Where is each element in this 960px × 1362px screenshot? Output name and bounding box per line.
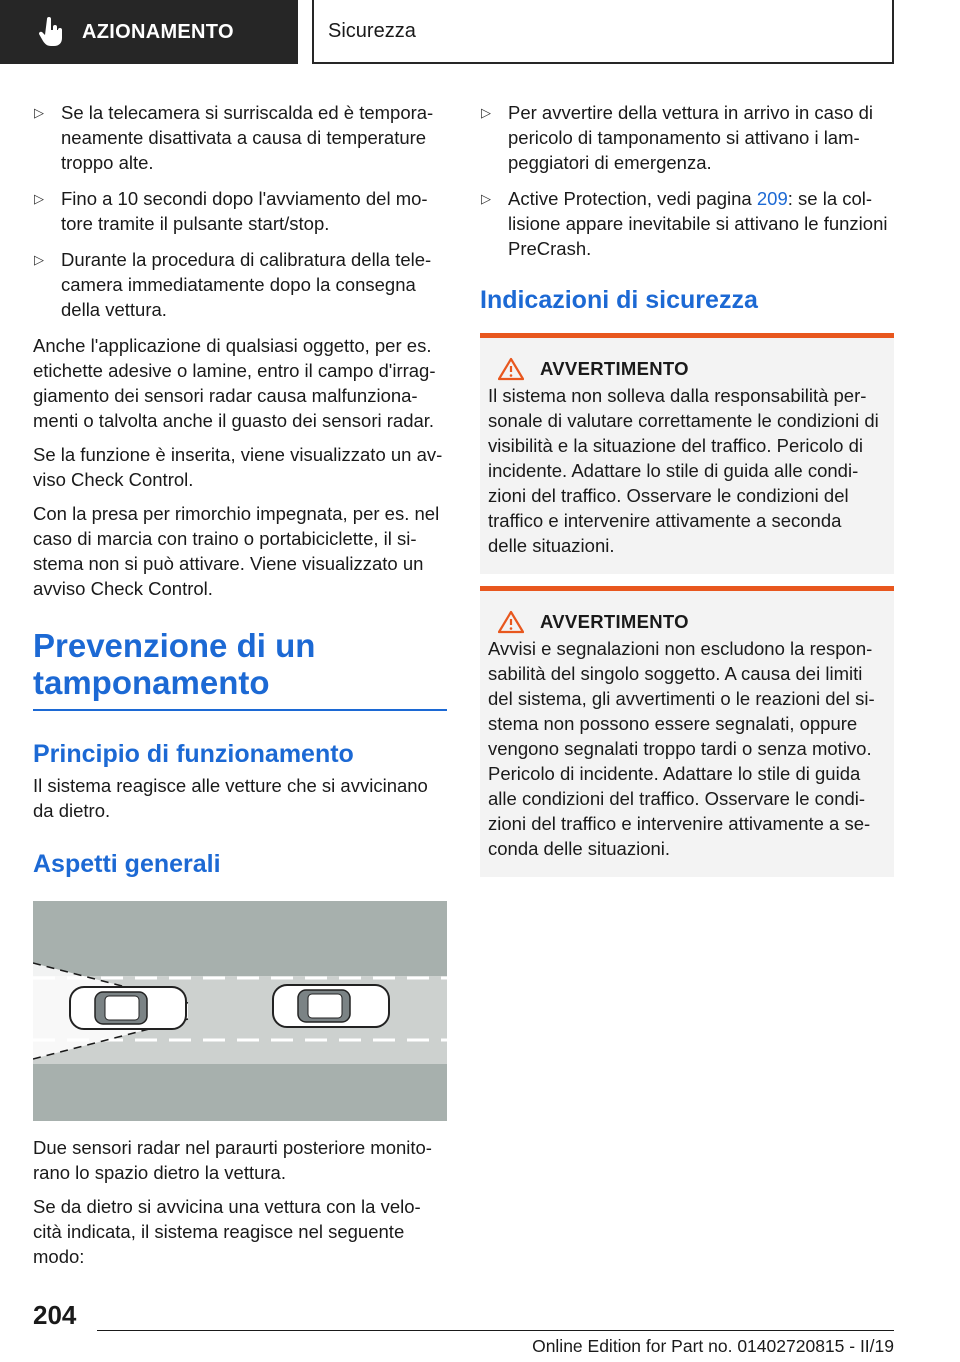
subsection-title-principio: Principio di funzionamento xyxy=(33,740,354,768)
subsection-title-indicazioni: Indicazioni di sicurezza xyxy=(480,286,758,314)
left-column xyxy=(33,100,447,1278)
warning-triangle-icon xyxy=(498,610,524,634)
paragraph: Due sensori radar nel paraurti posteriore monito‐ rano lo spazio dietro la vettura. xyxy=(33,1137,432,1183)
radar-coverage-illustration xyxy=(33,901,447,1121)
page-reference-link[interactable]: 209 xyxy=(756,188,788,209)
subsection-title-aspetti: Aspetti generali xyxy=(33,850,221,878)
page-number: 204 xyxy=(33,1300,77,1330)
paragraph: Se da dietro si avvicina una vettura con la velo‐ cità indicata, il sistema reagisce nel seguente modo: xyxy=(33,1196,421,1267)
chapter-tab xyxy=(312,0,894,64)
list-item xyxy=(33,100,447,175)
triangle-bullet-icon: ▷ xyxy=(481,191,491,206)
bullet-text-start: Active Protection, vedi pagina xyxy=(508,188,757,209)
bullet-text: Fino a 10 secondi dopo l'avviamento del mo‐ tore tramite il pulsante start/stop. xyxy=(61,188,428,234)
paragraph: Se la funzione è inserita, viene visualizzato un av‐ viso Check Control. xyxy=(33,444,443,490)
bullet-text: Durante la procedura di calibratura della tele‐ camera immediatamente dopo la consegna della vettura. xyxy=(61,249,432,320)
edition-text: Online Edition for Part no. 01402720815 - II/19 xyxy=(532,1336,894,1356)
warning-title: AVVERTIMENTO xyxy=(540,611,689,632)
section-label: AZIONAMENTO xyxy=(82,20,234,43)
warning-header xyxy=(488,356,884,381)
pointing-hand-icon xyxy=(38,17,64,47)
bullet-text: Per avvertire della vettura in arrivo in caso di pericolo di tamponamento si attivano i lam‐ peggiatori di emergenza. xyxy=(508,102,874,173)
bullet-text-end: : se la col‐ lisione appare inevitabile si attivano le funzioni PreCrash. xyxy=(508,188,888,259)
chapter-label: Sicurezza xyxy=(328,19,416,42)
bullet-text: Se la telecamera si surriscalda ed è tempora‐ neamente disattivata a causa di temperature troppo alte. xyxy=(61,102,434,173)
warning-triangle-icon xyxy=(498,357,524,381)
warning-text: Il sistema non solleva dalla responsabilità per‐ sonale di valutare correttamente le condizioni di visibilità e la situazione del traffico. Pericolo di incidente. Adattare lo stile di guida alle condi‐ zioni del traffico. Osservare le condizioni del traffico e intervenire attivamente a seconda delle situazioni. xyxy=(488,385,879,556)
paragraph: Anche l'applicazione di qualsiasi oggetto, per es. etichette adesive o lamine, entro il campo d'irrag‐ giamento dei sensori radar causa malfunziona‐ menti o talvolta anche il guasto dei sensori radar. xyxy=(33,335,436,431)
warning-title: AVVERTIMENTO xyxy=(540,358,689,379)
paragraph: Con la presa per rimorchio impegnata, per es. nel caso di marcia con traino o portabiciclette, il si‐ stema non si può attivare. Viene visualizzato un avviso Check Control. xyxy=(33,503,440,599)
triangle-bullet-icon: ▷ xyxy=(34,252,44,267)
list-item xyxy=(480,186,894,261)
warning-box xyxy=(480,333,894,574)
paragraph: Il sistema reagisce alle vetture che si avvicinano da dietro. xyxy=(33,775,428,821)
list-item xyxy=(480,100,894,175)
car-illustration xyxy=(70,987,186,1029)
footer-divider xyxy=(97,1330,894,1331)
warning-header xyxy=(488,609,884,634)
warning-box xyxy=(480,586,894,877)
right-column xyxy=(480,100,894,889)
section-tab xyxy=(0,0,298,64)
triangle-bullet-icon: ▷ xyxy=(481,105,491,120)
triangle-bullet-icon: ▷ xyxy=(34,191,44,206)
warning-text: Avvisi e segnalazioni non escludono la respon‐ sabilità del singolo soggetto. A causa dei limiti del sistema, gli avvertimenti o le reazioni del si‐ stema non possono essere segnalati, oppure vengono segnalati troppo tardi o senza motivo. Pericolo di incidente. Adattare lo stile di guida alle condizioni del traffico. Osservare le condi‐ zioni del traffico e intervenire attivamente a se‐ conda delle situazioni. xyxy=(488,638,875,859)
section-title: Prevenzione di un tamponamento xyxy=(33,627,447,711)
triangle-bullet-icon: ▷ xyxy=(34,105,44,120)
list-item xyxy=(33,247,447,322)
car-illustration xyxy=(273,985,389,1027)
list-item xyxy=(33,186,447,236)
